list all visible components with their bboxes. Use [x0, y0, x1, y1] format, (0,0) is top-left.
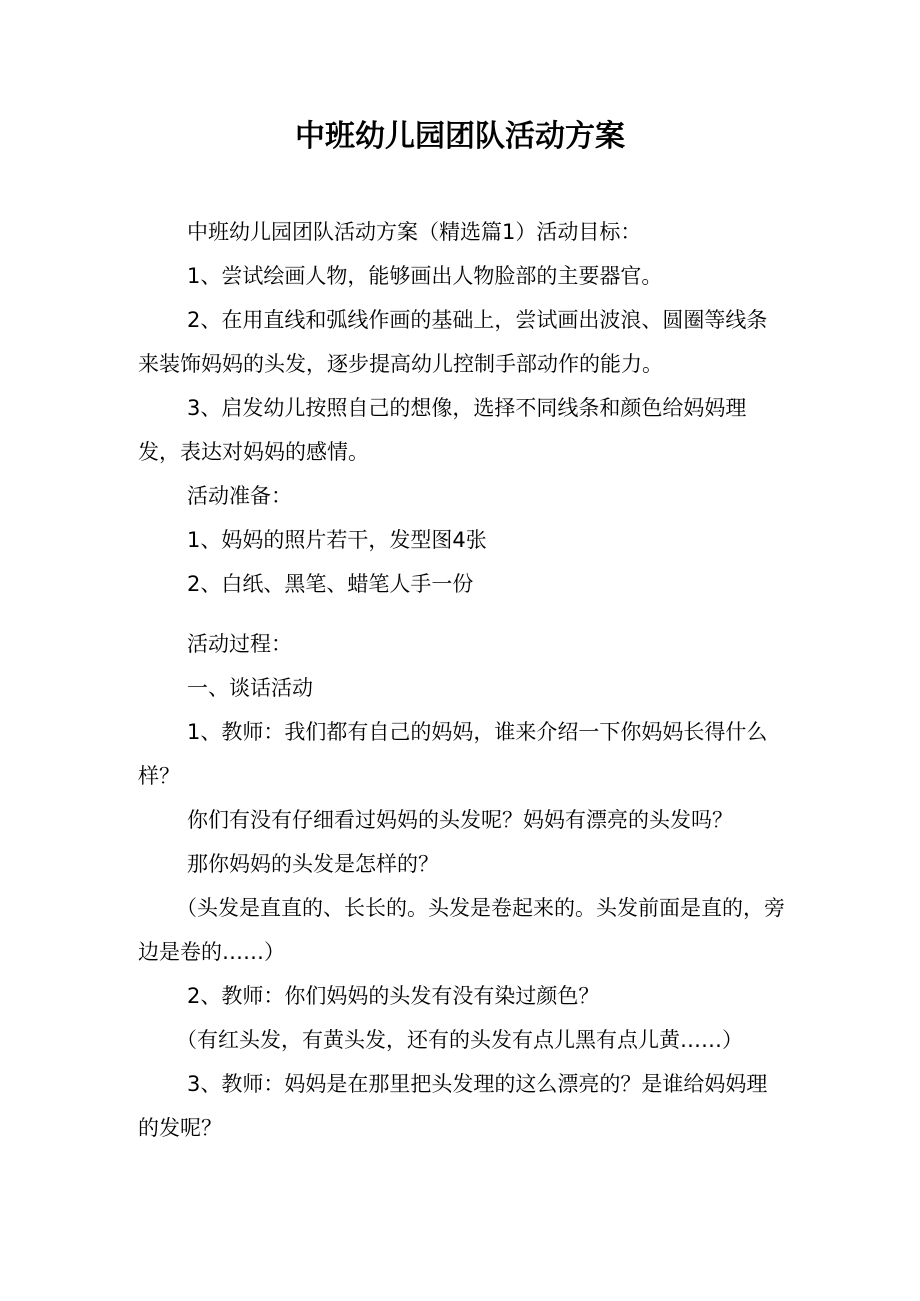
paragraph-goal-3: 3、启发幼儿按照自己的想像，选择不同线条和颜色给妈妈理发，表达对妈妈的感情。 [138, 396, 747, 464]
paragraph-prep-2: 2、白纸、黑笔、蜡笔人手一份 [187, 572, 474, 596]
paragraph-talk-1: 1、教师：我们都有自己的妈妈，谁来介绍一下你妈妈长得什么样？ [138, 720, 768, 788]
paragraph-intro: 中班幼儿园团队活动方案（精选篇1）活动目标： [187, 220, 642, 244]
document-title: 中班幼儿园团队活动方案 [295, 119, 625, 154]
paragraph-talk-3: 3、教师：妈妈是在那里把头发理的这么漂亮的？是谁给妈妈理的发呢？ [138, 1072, 768, 1140]
paragraph-talk-2: 2、教师：你们妈妈的头发有没有染过颜色？ [187, 984, 600, 1008]
paragraph-goal-2: 2、在用直线和弧线作画的基础上，尝试画出波浪、圆圈等线条来装饰妈妈的头发，逐步提高幼儿控制手部动作的能力。 [138, 308, 768, 376]
paragraph-question-1: 你们有没有仔细看过妈妈的头发呢？妈妈有漂亮的头发吗？ [187, 808, 733, 832]
paragraph-prep-1: 1、妈妈的照片若干，发型图4张 [187, 528, 487, 552]
paragraph-prep-heading: 活动准备： [187, 484, 292, 508]
paragraph-process-heading: 活动过程： [187, 632, 292, 656]
paragraph-goal-1: 1、尝试绘画人物，能够画出人物脸部的主要器官。 [187, 264, 663, 288]
paragraph-talk-heading: 一、谈话活动 [187, 676, 313, 700]
paragraph-question-2: 那你妈妈的头发是怎样的？ [187, 852, 439, 876]
paragraph-answer-1: （头发是直直的、长长的。头发是卷起来的。头发前面是直的，旁边是卷的……） [138, 896, 785, 964]
paragraph-answer-2: （有红头发，有黄头发，还有的头发有点儿黑有点儿黄……） [176, 1028, 743, 1052]
